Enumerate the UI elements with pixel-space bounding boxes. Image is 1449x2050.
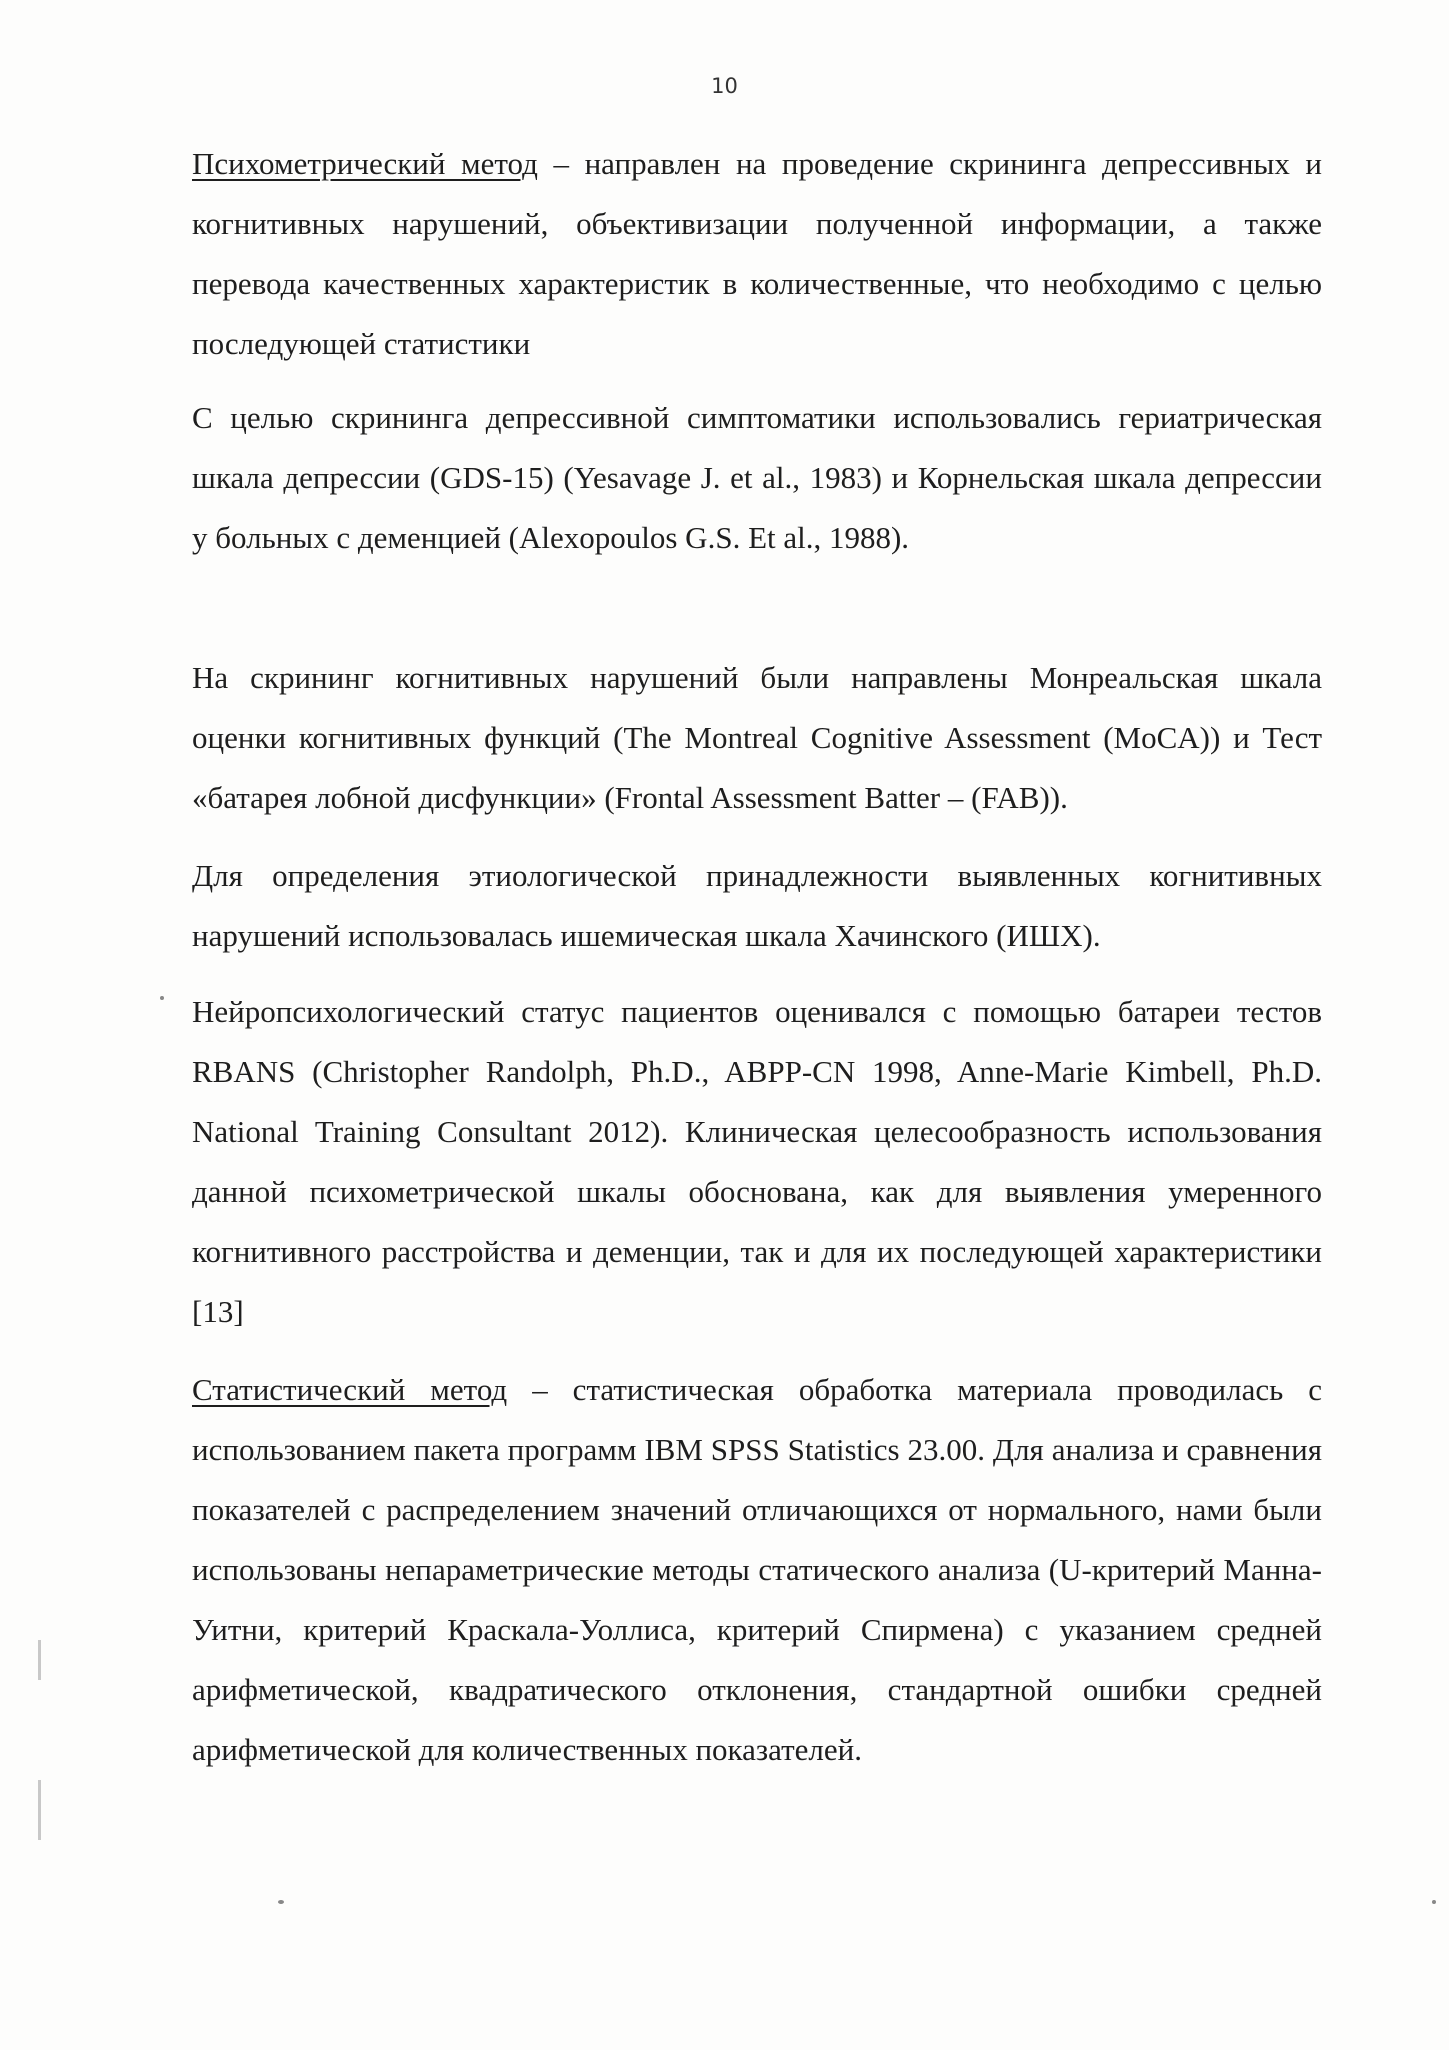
scan-speck (160, 996, 164, 1000)
paragraph-text: На скрининг когнитивных нарушений были направлены Монреальская шкала оценки когнитивных функций (The Montreal Cognitive Assessment (MoCA)) и Тест «батарея лобной дисфункции» (Frontal Assessment Batter – (FAB)). (192, 660, 1322, 815)
page-number: 10 (711, 74, 738, 98)
paragraph-depression-screening (192, 388, 1322, 568)
paragraph-text: – статистическая обработка материала проводилась с использованием пакета программ IBM SPSS Statistics 23.00. Для анализа и сравнения показателей с распределением значений отличающихся от нормального, нами были использованы непараметрические методы статического анализа (U-критерий Манна-Уитни, критерий Краскала-Уоллиса, критерий Спирмена) с указанием средней арифметической, квадратического отклонения, стандартной ошибки средней арифметической для количественных показателей. (192, 1372, 1322, 1767)
paragraph-psychometric-method (192, 134, 1322, 374)
term-statistical-method: Статистический метод (192, 1372, 508, 1407)
paragraph-cognitive-screening (192, 648, 1322, 828)
paragraph-text: Для определения этиологической принадлежности выявленных когнитивных нарушений использовалась ишемическая шкала Хачинского (ИШХ). (192, 858, 1322, 953)
paragraph-text: Нейропсихологический статус пациентов оценивался с помощью батареи тестов RBANS (Christopher Randolph, Ph.D., ABPP-CN 1998, Anne-Marie Kimbell, Ph.D. National Training Consultant 2012). Клиническая целесообразность использования данной психометрической шкалы обоснована, как для выявления умеренного когнитивного расстройства и деменции, так и для их последующей характеристики [13] (192, 994, 1322, 1329)
scan-edge-mark (38, 1640, 41, 1680)
paragraph-neuropsychological-status (192, 982, 1322, 1342)
term-psychometric-method: Психометрический метод (192, 146, 538, 181)
paragraph-etiology (192, 846, 1322, 966)
scan-speck (1432, 1900, 1436, 1904)
paragraph-text: С целью скрининга депрессивной симптоматики использовались гериатрическая шкала депрессии (GDS-15) (Yesavage J. et al., 1983) и Корнельская шкала депрессии у больных с деменцией (Alexopoulos G.S. Et al., 1988). (192, 400, 1322, 555)
paragraph-text: – направлен на проведение скрининга депрессивных и когнитивных нарушений, объективизации полученной информации, а также перевода качественных характеристик в количественные, что необходимо с целью последующей статистики (192, 146, 1322, 361)
paragraph-statistical-method (192, 1360, 1322, 1780)
scan-edge-mark (38, 1780, 41, 1840)
scan-speck (278, 1900, 284, 1904)
